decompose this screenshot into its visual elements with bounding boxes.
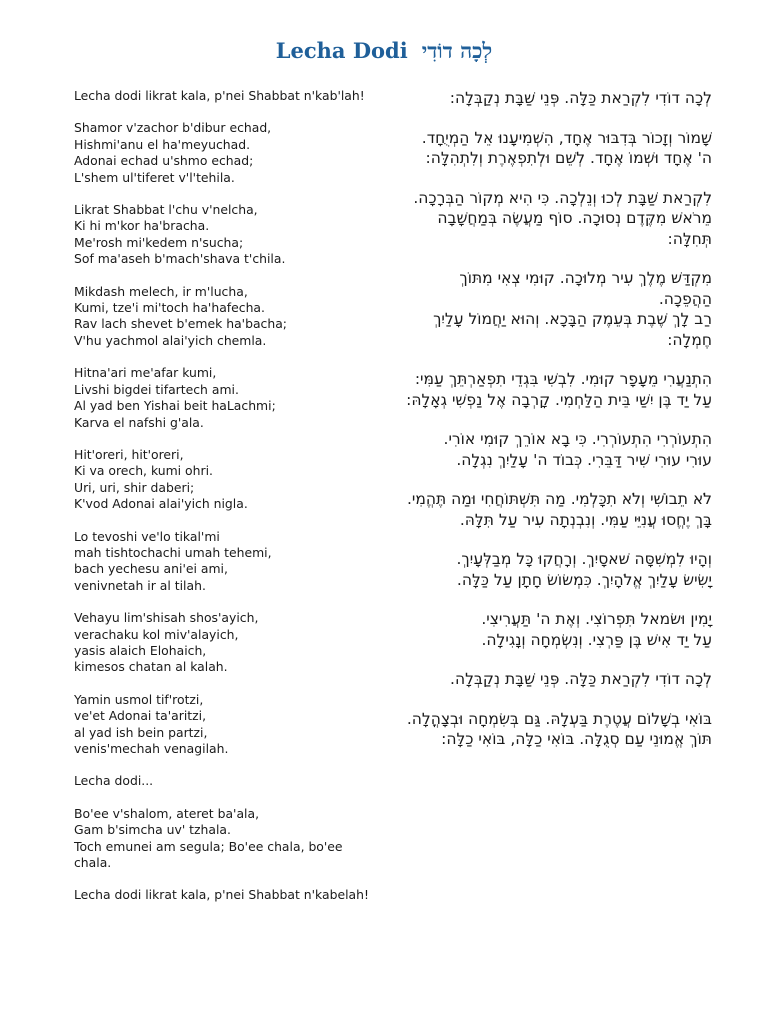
hebrew-stanza xyxy=(404,709,712,750)
transliteration-line: Karva el nafshi g'ala. xyxy=(74,414,204,430)
transliteration-stanza xyxy=(74,88,394,104)
hebrew-line: עַל יַד בֶּן יִשַׁי בֵּית הַלַּחְמִי. קָרְבָה אֶל נַפְשִׁי גְאָלָהּ: xyxy=(406,390,712,409)
hebrew-line: מֵרֹאשׁ מִקֶּדֶם נְסוּכָה. סוֹף מַעֲשֶׂה בְּמַחֲשָׁבָה תְּחִלָּה: xyxy=(437,209,712,248)
transliteration-column xyxy=(74,88,394,920)
transliteration-line: Sof ma'aseh b'mach'shava t'chila. xyxy=(74,251,286,267)
transliteration-line: Lecha dodi likrat kala, p'nei Shabbat n'kabelah! xyxy=(74,887,369,903)
transliteration-line: chala. xyxy=(74,855,112,871)
transliteration-line: Ki va orech, kumi ohri. xyxy=(74,463,213,479)
hebrew-line: לְכָה דוֹדִי לִקְרַאת כַּלָּה. פְּנֵי שַׁבָּת נְקַבְּלָה. xyxy=(450,670,712,688)
transliteration-line: Me'rosh mi'kedem n'sucha; xyxy=(74,234,244,250)
transliteration-stanza xyxy=(74,529,394,595)
title-latin: Lecha Dodi xyxy=(275,38,408,63)
hebrew-line: לֹא תֵבוֹשִׁי וְלֹא תִכָּלְמִי. מַה תִּשְׁתּוֹחֲחִי וּמַה תֶּהֱמִי. xyxy=(406,490,712,508)
transliteration-line: Kumi, tze'i mi'toch ha'hafecha. xyxy=(74,300,265,316)
hebrew-stanza xyxy=(404,268,712,350)
hebrew-line: בּוֹאִי בְשָׁלוֹם עֲטֶרֶת בַּעְלָהּ. גַּם בְּשִׂמְחָה וּבְצָהֳלָה. xyxy=(406,709,712,728)
transliteration-line: Uri, uri, shir daberi; xyxy=(74,479,195,495)
transliteration-line: Gam b'simcha uv' tzhala. xyxy=(74,822,231,838)
hebrew-line: הִתְעוֹרְרִי הִתְעוֹרְרִי. כִּי בָא אוֹרֵךְ קוּמִי אוֹרִי. xyxy=(443,430,712,448)
transliteration-line: Hishmi'anu el ha'meyuchad. xyxy=(74,136,251,152)
hebrew-line: עַל יַד אִישׁ בֶּן פַּרְצִי. וְנִשְׂמְחָה וְנָגִילָה. xyxy=(481,630,712,649)
hebrew-line: שָׁמוֹר וְזָכוֹר בְּדִבּוּר אֶחָד, הִשְׁמִיעָנוּ אֵל הַמְיֻחָד. xyxy=(421,128,712,147)
transliteration-stanza xyxy=(74,202,394,268)
transliteration-line: Lecha dodi... xyxy=(74,773,154,789)
transliteration-stanza xyxy=(74,692,394,758)
hebrew-column xyxy=(404,88,712,769)
hebrew-line: יָשִׂישׂ עָלַיִךְ אֱלֹהָיִךְ. כִּמְשׂוֹשׂ חָתָן עַל כַּלָּה. xyxy=(456,570,712,589)
hebrew-stanza xyxy=(404,88,712,109)
hebrew-line: רַב לָךְ שֶׁבֶת בְּעֵמֶק הַבָּכָא. וְהוּא יַחֲמוֹל עָלַיִךְ חֶמְלָה: xyxy=(433,310,712,349)
transliteration-line: yasis alaich Elohaich, xyxy=(74,642,207,658)
transliteration-line: Ki hi m'kor ha'bracha. xyxy=(74,218,210,234)
transliteration-line: Yamin usmol tif'rotzi, xyxy=(74,691,204,707)
hebrew-stanza xyxy=(404,489,712,530)
hebrew-stanza xyxy=(404,128,712,169)
hebrew-stanza xyxy=(404,188,712,250)
transliteration-stanza xyxy=(74,806,394,872)
title-hebrew: לְכָה דוֹדִי xyxy=(421,38,493,63)
transliteration-line: Rav lach shevet b'emek ha'bacha; xyxy=(74,316,287,332)
transliteration-stanza xyxy=(74,610,394,676)
transliteration-line: bach yechesu ani'ei ami, xyxy=(74,561,228,577)
hebrew-line: ה' אֶחָד וּשְׁמוֹ אֶחָד. לְשֵׁם וּלְתִפְאֶרֶת וְלִתְהִלָּה: xyxy=(425,149,712,167)
transliteration-line: Bo'ee v'shalom, ateret ba'ala, xyxy=(74,805,260,821)
transliteration-line: kimesos chatan al kalah. xyxy=(74,659,228,675)
hebrew-stanza xyxy=(404,429,712,470)
transliteration-line: venivnetah ir al tilah. xyxy=(74,577,206,593)
transliteration-stanza xyxy=(74,887,394,903)
transliteration-line: venis'mechah venagilah. xyxy=(74,741,229,756)
hebrew-line: תּוֹךְ אֱמוּנֵי עַם סְגֻלָּה. בּוֹאִי כַלָּה, בּוֹאִי כַלָּה: xyxy=(441,730,712,748)
transliteration-line: Mikdash melech, ir m'lucha, xyxy=(74,283,248,299)
transliteration-line: Lo tevoshi ve'lo tikal'mi xyxy=(74,528,220,544)
hebrew-line: מִקְדַּשׁ מֶלֶךְ עִיר מְלוּכָה. קוּמִי צְאִי מִתּוֹךְ הַהֲפֵכָה. xyxy=(459,269,712,308)
hebrew-line: לִקְרַאת שַׁבָּת לְכוּ וְנֵלְכָה. כִּי הִיא מְקוֹר הַבְּרָכָה. xyxy=(413,188,712,207)
transliteration-line: mah tishtochachi umah tehemi, xyxy=(74,544,272,560)
hebrew-line: וְהָיוּ לִמְשִׁסָּה שׁאסָיִךְ. וְרָחֲקוּ כָּל מְבַלְּעָיִךְ. xyxy=(456,550,712,568)
transliteration-line: Toch emunei am segula; Bo'ee chala, bo'ee xyxy=(74,838,343,854)
transliteration-line: verachaku kol miv'alayich, xyxy=(74,626,239,642)
transliteration-line: Lecha dodi likrat kala, p'nei Shabbat n'kab'lah! xyxy=(74,88,365,103)
transliteration-line: ve'et Adonai ta'aritzi, xyxy=(74,708,207,724)
transliteration-stanza xyxy=(74,447,394,513)
transliteration-line: Al yad ben Yishai beit haLachmi; xyxy=(74,398,276,414)
hebrew-line: עוּרִי עוּרִי שִׁיר דַּבֵּרִי. כְּבוֹד ה' עָלַיִךְ נִגְלָה. xyxy=(456,450,712,469)
transliteration-line: Likrat Shabbat l'chu v'nelcha, xyxy=(74,202,258,218)
transliteration-stanza xyxy=(74,773,394,789)
transliteration-line: Adonai echad u'shmo echad; xyxy=(74,153,254,169)
hebrew-stanza xyxy=(404,369,712,410)
hebrew-stanza xyxy=(404,669,712,690)
transliteration-line: K'vod Adonai alai'yich nigla. xyxy=(74,496,248,512)
transliteration-line: Shamor v'zachor b'dibur echad, xyxy=(74,120,272,136)
transliteration-line: Hit'oreri, hit'oreri, xyxy=(74,446,184,462)
transliteration-stanza xyxy=(74,365,394,431)
transliteration-line: V'hu yachmol alai'yich chemla. xyxy=(74,332,267,348)
transliteration-line: Hitna'ari me'afar kumi, xyxy=(74,365,217,381)
hebrew-line: הִתְנַעֲרִי מֵעָפָר קוּמִי. לִבְשִׁי בִּגְדֵי תִפְאַרְתֵּךְ עַמִּי: xyxy=(414,370,712,388)
transliteration-line: Vehayu lim'shisah shos'ayich, xyxy=(74,610,259,626)
page-title xyxy=(0,38,768,64)
transliteration-line: al yad ish bein partzi, xyxy=(74,724,208,740)
hebrew-line: בָּךְ יֶחֱסוּ עֲנִיֵּי עַמִּי. וְנִבְנְתָה עִיר עַל תִּלָּהּ. xyxy=(459,510,712,529)
transliteration-stanza xyxy=(74,284,394,350)
hebrew-stanza xyxy=(404,549,712,590)
transliteration-line: Livshi bigdei tifartech ami. xyxy=(74,381,239,397)
hebrew-line: יָמִין וּשׂמאל תִּפְרוֹצִי. וְאֶת ה' תַּעֲרִיצִי. xyxy=(481,610,712,628)
transliteration-stanza xyxy=(74,120,394,186)
hebrew-stanza xyxy=(404,609,712,650)
transliteration-line: L'shem ul'tiferet v'l'tehila. xyxy=(74,169,235,185)
hebrew-line: לְכָה דוֹדִי לִקְרַאת כַּלָּה. פְּנֵי שַׁבָּת נְקַבְּלָה: xyxy=(449,89,712,107)
